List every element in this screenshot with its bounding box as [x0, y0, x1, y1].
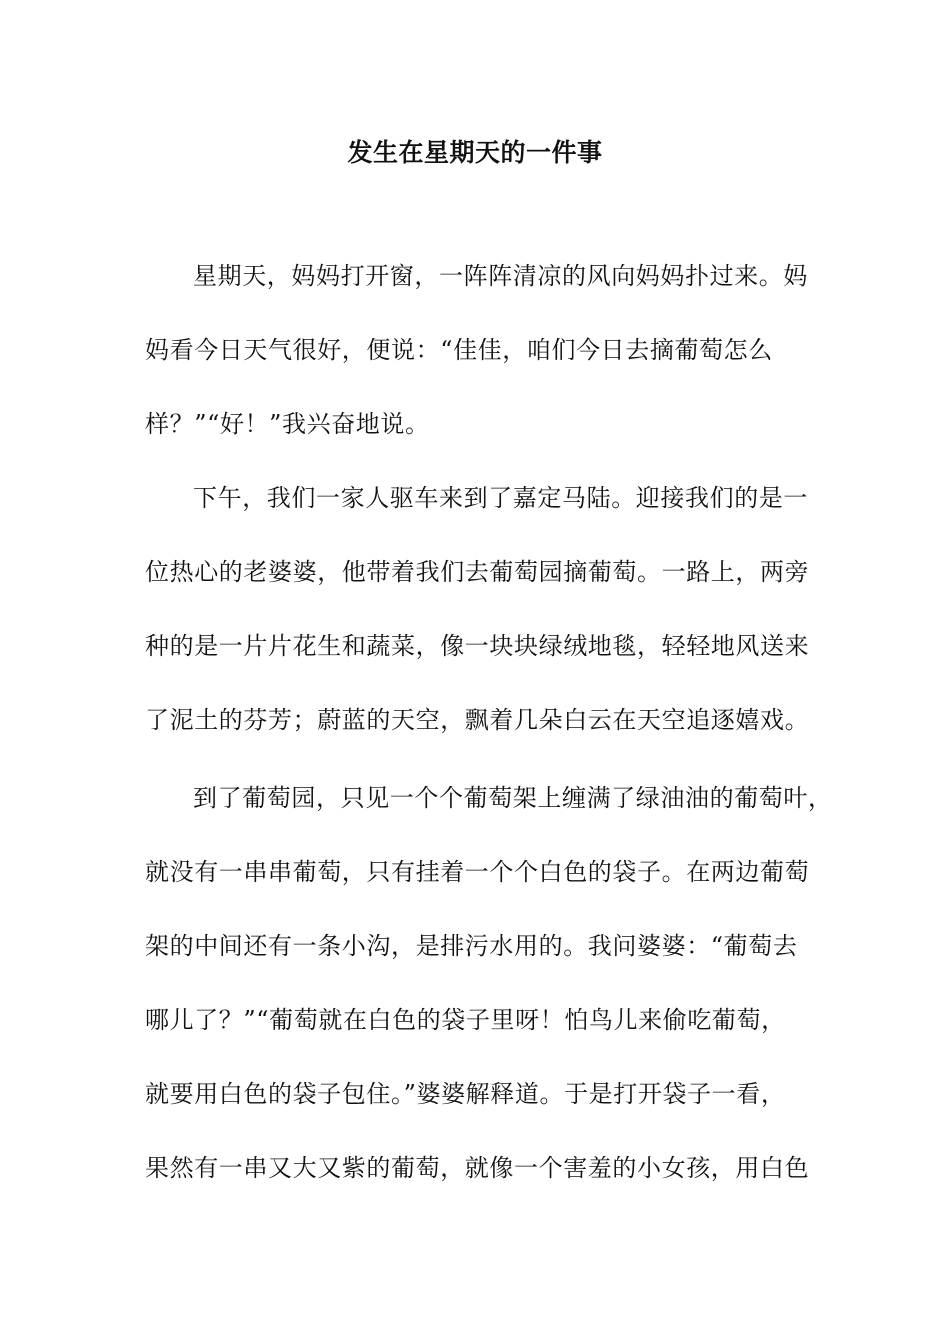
paragraph-2-line-4: 了泥土的芬芳；蔚蓝的天空，飘着几朵白云在天空追逐嬉戏。	[145, 706, 810, 734]
paragraph-1-line-2: 妈看今日天气很好，便说：“佳佳，咱们今日去摘葡萄怎么	[145, 336, 773, 364]
paragraph-1-line-3: 样？”“好！”我兴奋地说。	[145, 410, 430, 438]
paragraph-3-line-2: 就没有一串串葡萄，只有挂着一个个白色的袋子。在两边葡萄	[145, 858, 810, 886]
paragraph-3-line-6: 果然有一串又大又紫的葡萄，就像一个害羞的小女孩，用白色	[145, 1154, 810, 1182]
paragraph-1-line-1: 星期天，妈妈打开窗，一阵阵清凉的风向妈妈扑过来。妈	[193, 262, 808, 290]
paragraph-3-line-1: 到了葡萄园，只见一个个葡萄架上缠满了绿油油的葡萄叶，	[193, 784, 833, 812]
paragraph-3-line-4: 哪儿了？”“葡萄就在白色的袋子里呀！怕鸟儿来偷吃葡萄，	[145, 1006, 786, 1034]
paragraph-2-line-3: 种的是一片片花生和蔬菜，像一块块绿绒地毯，轻轻地风送来	[145, 632, 810, 660]
document-title: 发生在星期天的一件事	[347, 138, 603, 167]
paragraph-3-line-3: 架的中间还有一条小沟，是排污水用的。我问婆婆：“葡萄去	[145, 932, 798, 960]
paragraph-3-line-5: 就要用白色的袋子包住。”婆婆解释道。于是打开袋子一看，	[145, 1080, 786, 1108]
paragraph-2-line-2: 位热心的老婆婆，他带着我们去葡萄园摘葡萄。一路上，两旁	[145, 558, 810, 586]
paragraph-2-line-1: 下午，我们一家人驱车来到了嘉定马陆。迎接我们的是一	[193, 484, 808, 512]
